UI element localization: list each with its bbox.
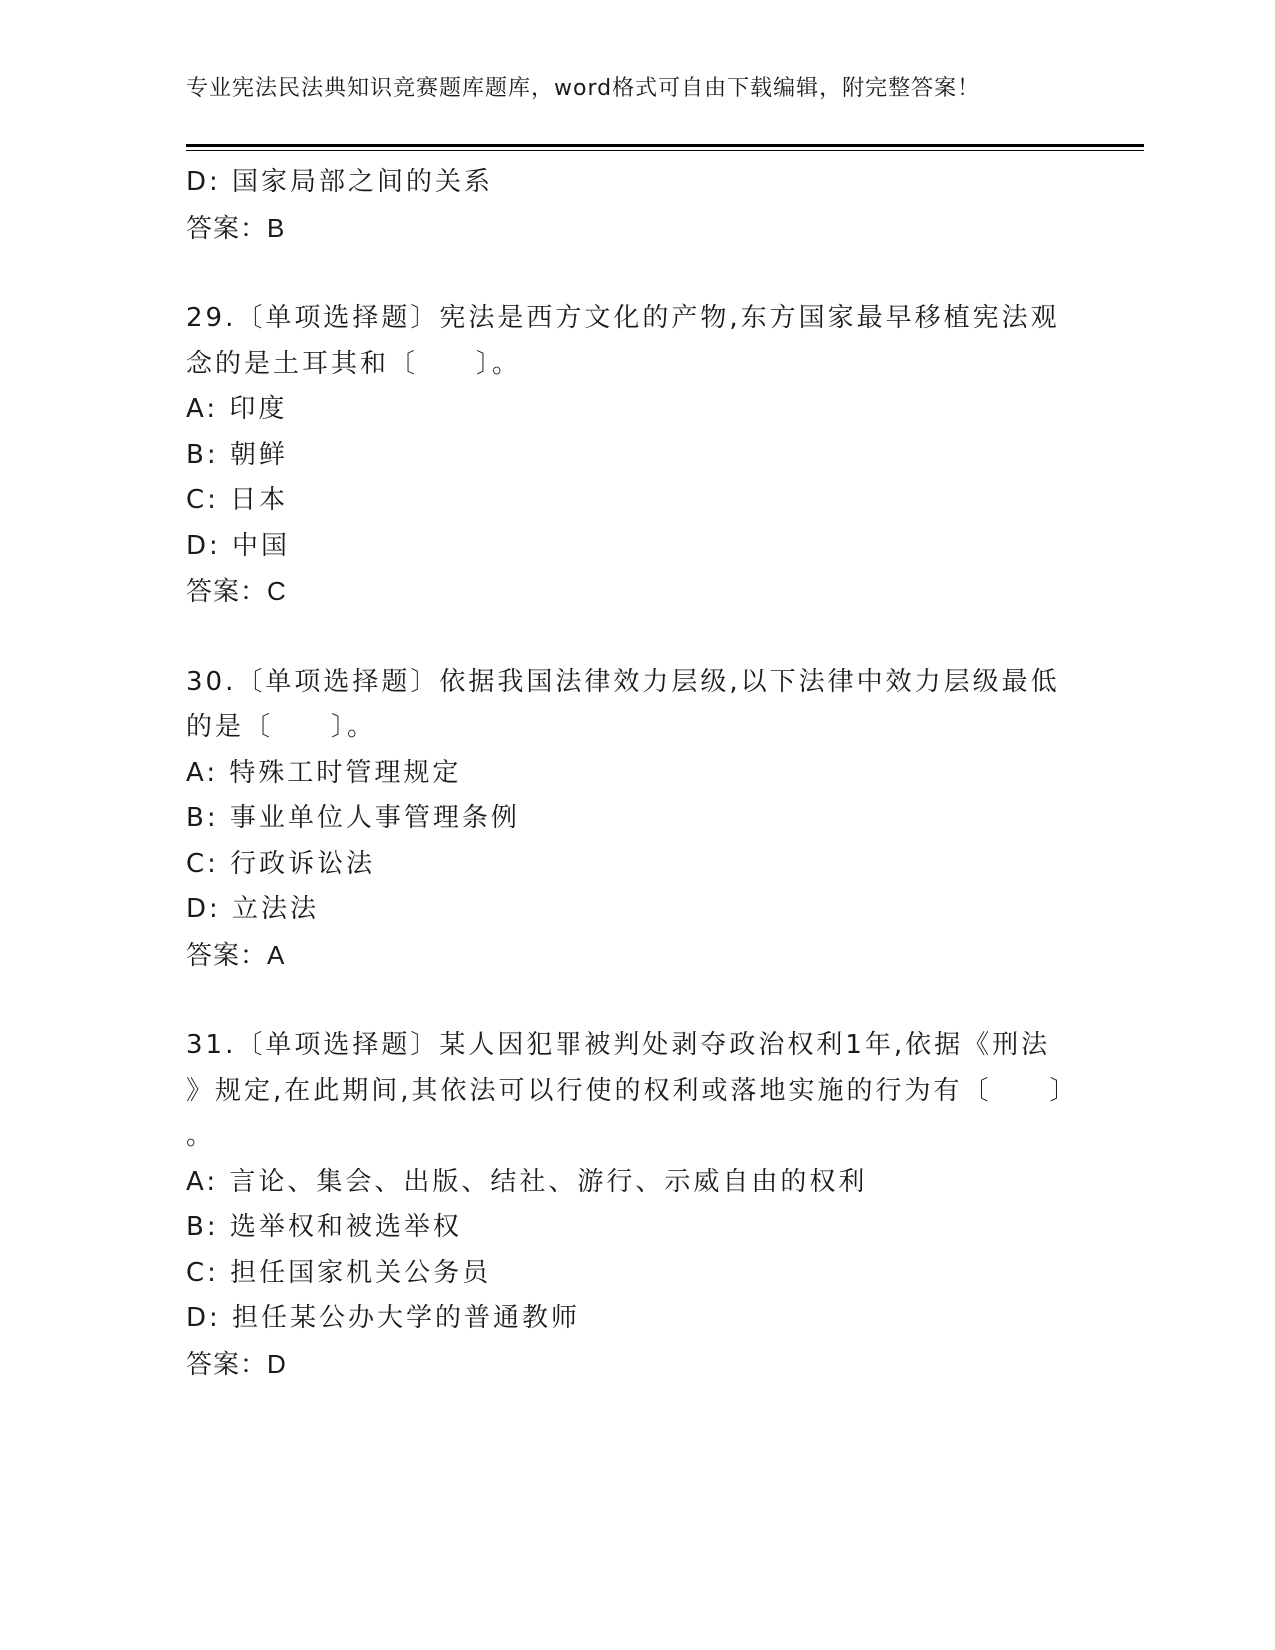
prev-answer: 答案：B [186,212,286,243]
prev-option-d: D: 国家局部之间的关系 [186,167,494,197]
question-stem-line: 29.〔单项选择题〕宪法是西方文化的产物,东方国家最早移植宪法观 [186,303,1060,333]
option-b: B: 选举权和被选举权 [186,1212,462,1242]
option-a: A: 印度 [186,394,288,424]
option-d: D: 立法法 [186,894,320,924]
answer: 答案：D [186,1348,287,1379]
option-d: D: 中国 [186,530,291,561]
question-stem-line: 的是〔 〕。 [186,712,377,742]
question-stem-line: 31.〔单项选择题〕某人因犯罪被判处剥夺政治权利1年,依据《刑法 [186,1030,1051,1060]
answer: 答案：C [186,576,287,606]
question-29 [186,296,1066,615]
spacer [186,615,1066,660]
question-30 [186,660,1066,979]
option-b: B: 事业单位人事管理条例 [186,803,520,833]
spacer [186,978,1066,1023]
header-divider-thin [186,150,1144,151]
option-c: C: 担任国家机关公务员 [186,1257,492,1288]
option-c: C: 行政诉讼法 [186,848,376,879]
option-b: B: 朝鲜 [186,439,288,470]
question-stem-line: 30.〔单项选择题〕依据我国法律效力层级,以下法律中效力层级最低 [186,666,1060,697]
header-divider [186,144,1144,147]
option-c: C: 日本 [186,485,289,515]
question-stem-line: 念的是土耳其和〔 〕。 [186,348,522,379]
question-31 [186,1023,1079,1387]
question-stem-line: 。 [186,1121,216,1151]
answer: 答案：A [186,939,286,970]
option-a: A: 特殊工时管理规定 [186,757,462,788]
spacer [186,251,1066,296]
question-stem-line: 》规定,在此期间,其依法可以行使的权利或落地实施的行为有〔 〕 [186,1075,1079,1106]
option-a: A: 言论、集会、出版、结社、游行、示威自由的权利 [186,1166,868,1197]
question-list [186,160,1079,1387]
option-d: D: 担任某公办大学的普通教师 [186,1303,581,1333]
page-header: 专业宪法民法典知识竞赛题库题库，word格式可自由下载编辑，附完整答案！ [186,76,981,101]
